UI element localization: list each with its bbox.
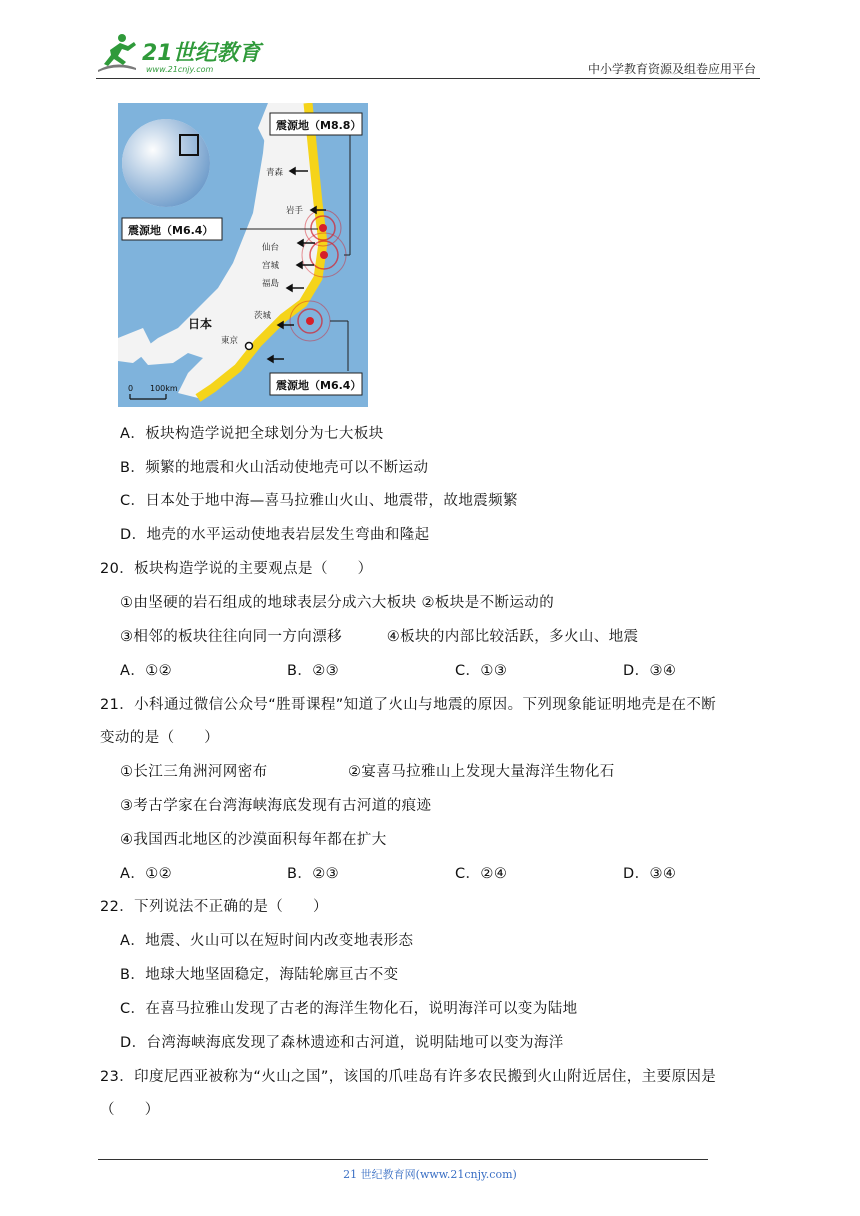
place-miyagi: 宫城 — [262, 261, 280, 271]
q21-item-1: ①长江三角洲河网密布 — [120, 764, 268, 780]
q19-option-d: D．地壳的水平运动使地表岩层发生弯曲和隆起 — [120, 527, 430, 543]
country-label: 日本 — [188, 317, 213, 331]
q19-option-c: C．日本处于地中海—喜马拉雅山火山、地震带，故地震频繁 — [120, 493, 518, 509]
q21-choice-a: A．①② — [120, 866, 173, 882]
q20-choice-b: B．②③ — [287, 663, 340, 679]
label-epicenter-m88: 震源地（M8.8） — [276, 119, 362, 132]
q22-stem: 22．下列说法不正确的是（ ） — [100, 899, 328, 915]
svg-text:www.21cnjy.com: www.21cnjy.com — [146, 65, 214, 74]
place-tokyo: 東京 — [221, 336, 239, 346]
footer-divider — [98, 1159, 708, 1160]
header-divider — [96, 78, 760, 79]
platform-name: 中小学教育资源及组卷应用平台 — [587, 62, 756, 76]
q21-choice-d: D．③④ — [623, 866, 677, 882]
label-epicenter-left: 震源地（M6.4） — [128, 224, 214, 237]
svg-text:0: 0 — [128, 384, 134, 393]
q20-items-1: ①由坚硬的岩石组成的地球表层分成六大板块 ②板块是不断运动的 — [120, 595, 555, 611]
label-epicenter-bottom: 震源地（M6.4） — [276, 379, 362, 392]
q20-items-2: ③相邻的板块往往向同一方向漂移 ④板块的内部比较活跃，多火山、地震 — [120, 629, 639, 645]
q22-option-c: C．在喜马拉雅山发现了古老的海洋生物化石，说明海洋可以变为陆地 — [120, 1001, 578, 1017]
q20-stem: 20．板块构造学说的主要观点是（ ） — [100, 561, 373, 577]
site-logo — [96, 30, 266, 76]
q23-stem-2: （ ） — [100, 1102, 160, 1118]
place-fukushima: 福島 — [262, 279, 280, 289]
q21-item-2: ②宴喜马拉雅山上发现大量海洋生物化石 — [348, 764, 615, 780]
page-footer: 21 世纪教育网(www.21cnjy.com) — [343, 1168, 517, 1181]
q20-choice-c: C．①③ — [455, 663, 508, 679]
q22-option-d: D．台湾海峡海底发现了森林遗迹和古河道，说明陆地可以变为海洋 — [120, 1035, 564, 1051]
q21-stem-1: 21．小科通过微信公众号“胜哥课程”知道了火山与地震的原因。下列现象能证明地壳是在不断 — [100, 697, 717, 713]
q21-item-4: ④我国西北地区的沙漠面积每年都在扩大 — [120, 832, 387, 848]
q23-stem-1: 23．印度尼西亚被称为“火山之国”，该国的爪哇岛有许多农民搬到火山附近居住，主要原因是 — [100, 1069, 717, 1085]
q21-choice-b: B．②③ — [287, 866, 340, 882]
q20-choice-d: D．③④ — [623, 663, 677, 679]
place-ibaraki: 茨城 — [254, 311, 272, 321]
place-sendai: 仙台 — [262, 243, 280, 253]
japan-earthquake-map — [118, 103, 368, 407]
q21-item-3: ③考古学家在台湾海峡海底发现有古河道的痕迹 — [120, 798, 432, 814]
q19-option-b: B．频繁的地震和火山活动使地壳可以不断运动 — [120, 460, 429, 476]
q22-option-a: A．地震、火山可以在短时间内改变地表形态 — [120, 933, 414, 949]
q19-option-a: A．板块构造学说把全球划分为七大板块 — [120, 426, 384, 442]
place-aomori: 青森 — [266, 168, 284, 178]
page-header — [96, 30, 760, 80]
place-iwate: 岩手 — [286, 206, 304, 216]
q20-choice-a: A．①② — [120, 663, 173, 679]
q21-stem-2: 变动的是（ ） — [100, 730, 220, 746]
q21-choice-c: C．②④ — [455, 866, 508, 882]
svg-text:100km: 100km — [150, 384, 178, 393]
q22-option-b: B．地球大地坚固稳定，海陆轮廓亘古不变 — [120, 967, 399, 983]
svg-text:21世纪教育: 21世纪教育 — [142, 41, 261, 66]
tokyo-marker — [246, 343, 253, 350]
